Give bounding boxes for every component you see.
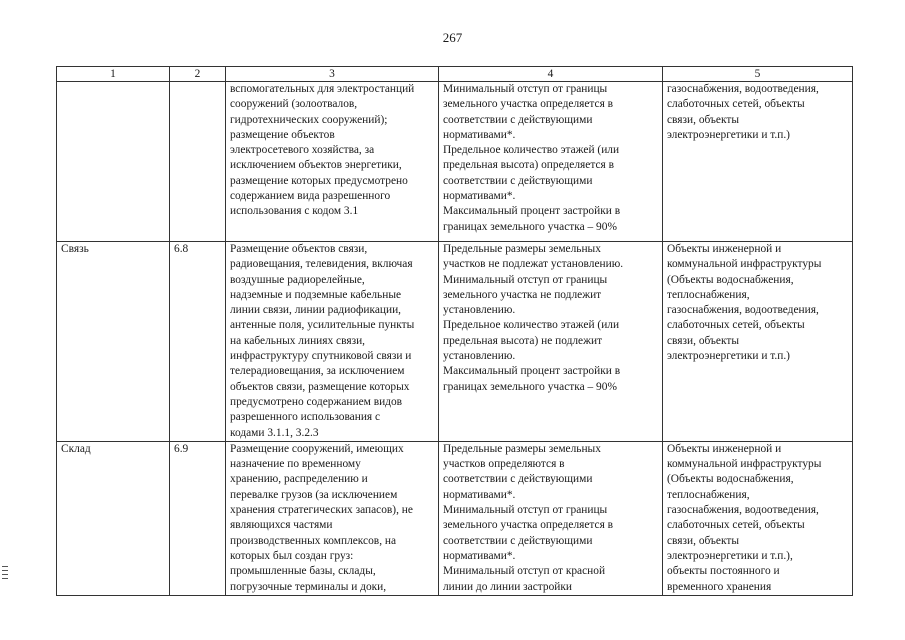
use-description-cell: Размещение объектов связи, радиовещания, телевидения, включая воздушные радиорелейные, надземные и подземные кабельные линии связи, линии радиофикации, антенные поля, усилительные пункты на кабельных линиях связи, инфраструктуру спутниковой связи и телерадиовещания, за исключением объектов связи, размещение которых предусмотрено содержанием видов разрешенного использования с кодами 3.1.1, 3.2.3 (226, 242, 439, 442)
use-type-name-cell: Склад (57, 441, 170, 595)
parameters-cell: Минимальный отступ от границы земельного участка определяется в соответствии с действующими нормативами*. Предельное количество этажей (или предельная высота) определяется в соответствии с действующими нормативами*. Максимальный процент застройки в границах земельного участка – 90% (439, 82, 663, 242)
auxiliary-objects-cell: Объекты инженерной и коммунальной инфраструктуры (Объекты водоснабжения, теплоснабжения, газоснабжения, водоотведения, слаботочных сетей, объекты связи, объекты электроэнергетики и т.п.) (663, 242, 853, 442)
use-description-cell: Размещение сооружений, имеющих назначение по временному хранению, распределению и перевалке грузов (за исключением хранения стратегических запасов), не являющихся частями производственных комплексов, на которых был создан груз: промышленные базы, склады, погрузочные терминалы и доки, (226, 441, 439, 595)
header-col-4: 4 (439, 67, 663, 82)
use-type-code-cell: 6.8 (170, 242, 226, 442)
parameters-cell: Предельные размеры земельных участков не подлежат установлению. Минимальный отступ от границы земельного участка не подлежит установлению. Предельное количество этажей (или предельная высота) не подлежит установлению. Максимальный процент застройки в границах земельного участка – 90% (439, 242, 663, 442)
use-description-cell: вспомогательных для электростанций сооружений (золоотвалов, гидротехнических сооружений); размещение объектов электросетевого хозяйства, за исключением объектов энергетики, размещение которых предусмотрено содержанием вида разрешенного использования с кодом 3.1 (226, 82, 439, 242)
header-row (57, 67, 853, 82)
table-row-svyaz (57, 242, 853, 442)
header-col-3: 3 (226, 67, 439, 82)
header-col-2: 2 (170, 67, 226, 82)
use-type-name-cell (57, 82, 170, 242)
use-type-code-cell: 6.9 (170, 441, 226, 595)
table-row-sklad (57, 441, 853, 595)
header-col-1: 1 (57, 67, 170, 82)
auxiliary-objects-cell: газоснабжения, водоотведения, слаботочных сетей, объекты связи, объекты электроэнергетики и т.п.) (663, 82, 853, 242)
table-row-continuation (57, 82, 853, 242)
page-number: 267 (442, 30, 463, 45)
parameters-cell: Предельные размеры земельных участков определяются в соответствии с действующими нормативами*. Минимальный отступ от границы земельного участка определяется в соответствии с действующими нормативами*. Минимальный отступ от красной линии до линии застройки (439, 441, 663, 595)
header-col-5: 5 (663, 67, 853, 82)
use-type-name-cell: Связь (57, 242, 170, 442)
regulations-table (56, 66, 853, 596)
use-type-code-cell (170, 82, 226, 242)
binding-edge-mark (2, 566, 8, 586)
auxiliary-objects-cell: Объекты инженерной и коммунальной инфраструктуры (Объекты водоснабжения, теплоснабжения, газоснабжения, водоотведения, слаботочных сетей, объекты связи, объекты электроэнергетики и т.п.), объекты постоянного и временного хранения (663, 441, 853, 595)
